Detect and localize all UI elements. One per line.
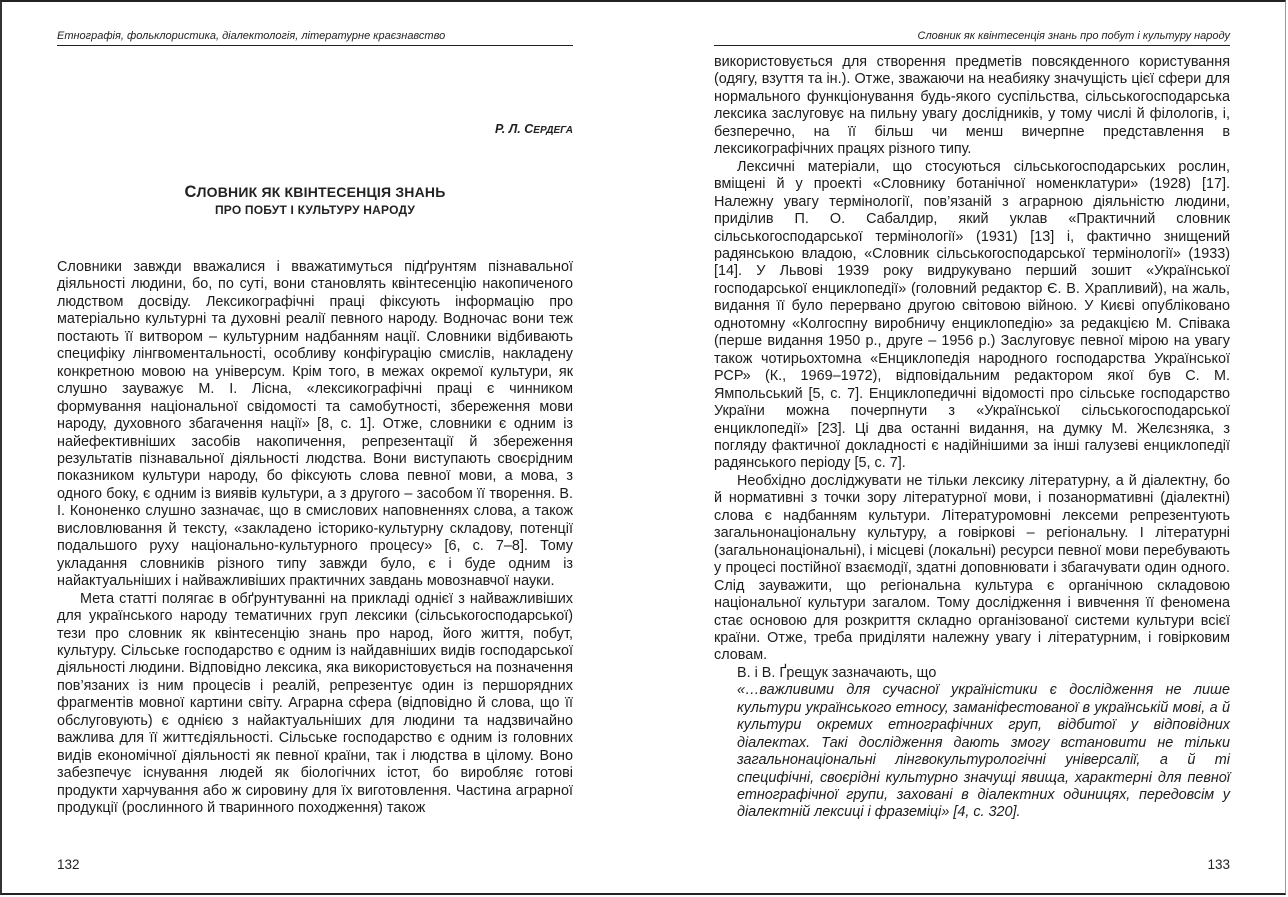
block-quote: «…важливими для сучасної україністики є дослідження не лише культури українського етносу, заманіфестованої в українській мові, а й культури окремих етнографічних груп, відбитої у відповідних діалектах. Такі дослідження дають змогу встановити не тільки загальнонаціональні лінгвокультурологічні універсалії, а й ті специфічні, своєрідні культурно значущі явища, характерні для певної етнографічної групи, заховані в діалектних одиницях, передовсім у діалектній лексиці і фраземіці» [4, с. 320]. <box>737 682 1230 821</box>
title-line-2: ПРО ПОБУТ І КУЛЬТУРУ НАРОДУ <box>214 203 416 217</box>
title-line-1-rest: ЛОВНИК ЯК КВІНТЕСЕНЦІЯ ЗНАНЬ <box>196 184 446 200</box>
quote-intro: В. і В. Ґрещук зазначають, що <box>737 664 937 681</box>
page-number-right: 133 <box>1207 857 1230 872</box>
paragraph: Лексичні матеріали, що стосуються сільськогосподарських рослин, вміщені й у проекті «Словнику ботанічної номенклатури» (1928) [17]. Належну увагу термінології, пов’язаній з аграрною діяльністю людини, приділив П. О. Сабалдир, який уклав «Практичний словник сільськогосподарської термінології» (1931) [13] і, фактично знищений радянською владою, «Словник сільськогосподарської термінології» (1933) [14]. У Львові 1939 року видрукувано перший зошит «Української господарської енциклопедії» (головний редактор Є. В. Храпливий), на жаль, видання її було перервано другою світовою війною. У Києві опубліковано однотомну «Колгоспну виробничу енциклопедію» за редакцією М. Співака (перше видання 1950 р., друге – 1956 р.) Заслуговує певної мірою на увагу також чотирьохтомна «Енциклопедія народного господарства Української РСР» (К., 1969–1972), відповідальним редактором якої був С. М. Ямпольський [5, с. 7]. Енциклопедичні відомості про сільське господарство України можна почерпнути з «Української сільськогосподарської енциклопедії» [23]. Ці два останні видання, на думку М. Желєзняка, з погляду фактичної докладності є надійнішими за інші галузеві енциклопедії радянського періоду [5, с. 7]. <box>714 158 1230 472</box>
left-body-text <box>57 259 573 818</box>
right-page <box>714 0 1230 897</box>
left-page <box>57 0 573 897</box>
paragraph: Словники завжди вважалися і вважатимуться підґрунтям пізнавальної діяльності людини, бо, по суті, вони становлять квінтесенцію накопиченого людством досвіду. Лексикографічні праці фіксують інформацію про матеріально культурні та духовні реалії певного народу. Водночас вони теж постають її витвором – культурним надбанням нації. Словники відбивають специфіку лінгвоментальності, особливу конфігурацію смислів, накладену конкретною мовою на універсум. Крім того, в межах окремої культури, як слушно зауважує М. І. Лісна, «лексикографічні праці є чинником формування національної свідомості та самобутності, збереження мови народу, духовного збагачення нації» [8, с. 1]. Отже, словники є одним із найефективніших засобів накопичення, репрезентації й збереження результатів пізнавальної діяльності людства. Вони виступають своєрідним показником культури народу, бо фіксують слова певної мови, а мова, з одного боку, є одним із виявів культури, а з другого – засобом її творення. В. І. Кононенко слушно зазначає, що в смислових наповненнях слова, а також висловлювання й тексту, «закладено історико-культурну складову, потенції подальшого руху національно-культурного процесу» [6, с. 7–8]. Тому укладання словників різного типу завжди було, є і буде одним із найактуальніших і найважливіших практичних завдань мовознавчої науки. <box>57 259 573 590</box>
author-surname-initial: С <box>524 122 534 136</box>
paragraph: Необхідно досліджувати не тільки лексику літературну, а й діалектну, бо й нормативні з точки зору літературної мови, і позанормативні (діалектні) слова є надбанням культури. Літературомовні лексеми репрезентують загальнонаціональну культуру, а говіркові – регіональну. І літературні (загальнонаціональні), і місцеві (локальні) ресурси певної мови перебувають у процесі постійної взаємодії, здатні доповнювати і збагачувати один одного. Слід зауважити, що регіональна культура є органічною складовою національної культури загалом. Тому дослідження і вивчення її феномена стає основою для розкриття складно організованої системи культури всієї країни. Отже, треба приділяти належну увагу і літературним, і говірковим словам. <box>714 472 1230 664</box>
right-body-text <box>714 54 1230 822</box>
page-number-left: 132 <box>57 857 80 872</box>
paragraph: використовується для створення предметів повсякденного користування (одягу, взуття та ін.). Отже, зважаючи на неабияку значущість цієї сфери для нормального функціонування будь-якого суспільства, сільськогосподарська лексика заслуговує на пильну увагу дослідників, у тому числі й філологів, і, безперечно, на її більш чи менш вичерпне представлення в лексикографічних працях різного типу. <box>714 54 1230 158</box>
author-surname-rest: ЕРДЕГА <box>533 125 573 136</box>
paragraph: Мета статті полягає в обґрунтуванні на прикладі однієї з найважливіших для українського народу тематичних груп лексики (сільськогосподарської) тези про словник як квінтесенцію знань про народ, його життя, побут, культуру. Сільське господарство є одним із найдавніших видів господарської діяльності людини. Відповідно лексика, яка використовується на позначення пов’язаних із ним процесів і реалій, репрезентує один із першорядних фрагментів мовної картини світу. Аграрна сфера (відповідно й слова, що її обслуговують) є однією з найактуальніших для людини та надзвичайно важлива для її життєдіяльності. Сільське господарство є одним із головних видів економічної діяльності як певної країни, так і людства в цілому. Воно забезпечує існування людей як біологічних істот, бо виробляє готові продукти харчування або ж сировину для їх виготовлення. Частина аграрної продукції (рослинного й тваринного походження) також <box>57 590 573 817</box>
article-title <box>57 183 573 219</box>
running-head-left: Етнографія, фольклористика, діалектологія, літературне краєзнавство <box>57 30 573 46</box>
author-initials: Р. Л. <box>495 122 525 136</box>
title-initial: С <box>184 183 197 201</box>
title-line-1 <box>57 183 573 201</box>
running-head-right: Словник як квінтесенція знань про побут і культуру народу <box>714 30 1230 46</box>
article-author <box>495 122 573 136</box>
